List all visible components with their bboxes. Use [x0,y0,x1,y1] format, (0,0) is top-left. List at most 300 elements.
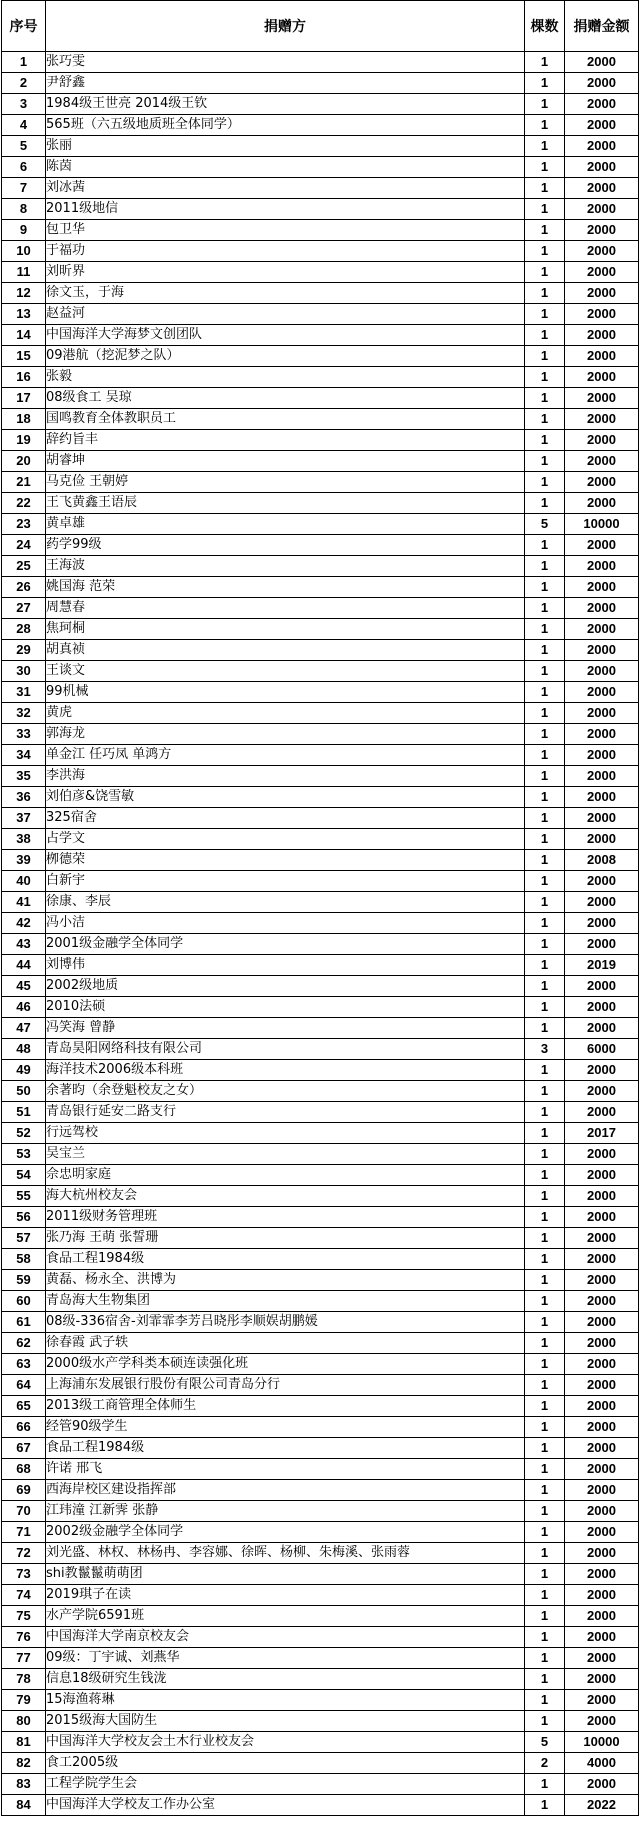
table-row [2,955,639,976]
donation-table [1,0,639,1816]
donation-amount: 2000 [565,934,639,955]
donation-amount: 2000 [565,451,639,472]
donation-amount: 2000 [565,724,639,745]
tree-count: 1 [525,1690,565,1711]
table-row [2,1774,639,1795]
donation-amount: 2000 [565,241,639,262]
table-row [2,304,639,325]
donation-amount: 2000 [565,157,639,178]
row-index: 74 [2,1585,46,1606]
tree-count: 1 [525,1774,565,1795]
tree-count: 1 [525,1018,565,1039]
donor-name: 陈茵 [46,157,525,178]
row-index: 79 [2,1690,46,1711]
table-row [2,388,639,409]
row-index: 73 [2,1564,46,1585]
row-index: 83 [2,1774,46,1795]
donor-name: 国鸣教育全体教职员工 [46,409,525,430]
tree-count: 1 [525,493,565,514]
donor-name: 冯笑海 曾静 [46,1018,525,1039]
header-amount: 捐赠金额 [565,1,639,52]
row-index: 47 [2,1018,46,1039]
table-row [2,325,639,346]
row-index: 63 [2,1354,46,1375]
donor-name: 09级：丁宇诚、刘燕华 [46,1648,525,1669]
donation-amount: 2000 [565,199,639,220]
tree-count: 1 [525,430,565,451]
donor-name: 江玮潼 江新霁 张静 [46,1501,525,1522]
donor-name: 2002级地质 [46,976,525,997]
table-row [2,52,639,73]
donor-name: 中国海洋大学校友工作办公室 [46,1795,525,1816]
table-row [2,829,639,850]
donation-amount: 2000 [565,1438,639,1459]
table-row [2,1501,639,1522]
row-index: 67 [2,1438,46,1459]
tree-count: 1 [525,787,565,808]
donation-amount: 2000 [565,913,639,934]
row-index: 78 [2,1669,46,1690]
tree-count: 1 [525,703,565,724]
table-row [2,73,639,94]
donation-amount: 2000 [565,1060,639,1081]
row-index: 22 [2,493,46,514]
table-row [2,1291,639,1312]
donor-name: 焦珂桐 [46,619,525,640]
row-index: 23 [2,514,46,535]
donation-amount: 2000 [565,1144,639,1165]
row-index: 45 [2,976,46,997]
row-index: 9 [2,220,46,241]
row-index: 80 [2,1711,46,1732]
tree-count: 1 [525,1186,565,1207]
donor-name: 于福功 [46,241,525,262]
table-row [2,1732,639,1753]
donor-name: 李洪海 [46,766,525,787]
tree-count: 1 [525,1081,565,1102]
table-row [2,1627,639,1648]
donor-name: 中国海洋大学海梦文创团队 [46,325,525,346]
donation-amount: 2008 [565,850,639,871]
donor-name: 张巧雯 [46,52,525,73]
tree-count: 1 [525,1711,565,1732]
table-row [2,556,639,577]
tree-count: 1 [525,1354,565,1375]
row-index: 12 [2,283,46,304]
table-row [2,346,639,367]
row-index: 71 [2,1522,46,1543]
tree-count: 1 [525,997,565,1018]
tree-count: 1 [525,1291,565,1312]
donor-name: 09港航（挖泥梦之队） [46,346,525,367]
row-index: 16 [2,367,46,388]
donation-amount: 10000 [565,514,639,535]
donor-name: 工程学院学生会 [46,1774,525,1795]
row-index: 39 [2,850,46,871]
donor-name: 周慧春 [46,598,525,619]
table-row [2,871,639,892]
tree-count: 1 [525,472,565,493]
donor-name: 黄磊、杨永全、洪博为 [46,1270,525,1291]
donor-name: 99机械 [46,682,525,703]
tree-count: 5 [525,514,565,535]
donation-amount: 2000 [565,472,639,493]
table-row [2,1144,639,1165]
tree-count: 1 [525,241,565,262]
donation-amount: 2000 [565,829,639,850]
donor-name: 经管90级学生 [46,1417,525,1438]
row-index: 3 [2,94,46,115]
tree-count: 1 [525,682,565,703]
row-index: 24 [2,535,46,556]
donation-amount: 2000 [565,1417,639,1438]
row-index: 43 [2,934,46,955]
donation-amount: 2000 [565,1228,639,1249]
table-row [2,682,639,703]
tree-count: 1 [525,451,565,472]
donor-name: 2011级地信 [46,199,525,220]
donation-amount: 2000 [565,94,639,115]
row-index: 66 [2,1417,46,1438]
donation-amount: 2000 [565,1102,639,1123]
donor-name: 1984级王世亮 2014级王钦 [46,94,525,115]
donation-amount: 2000 [565,1207,639,1228]
table-row [2,1753,639,1774]
donation-amount: 2000 [565,115,639,136]
donor-name: 2000级水产学科类本硕连读强化班 [46,1354,525,1375]
donation-amount: 2000 [565,577,639,598]
donation-amount: 2000 [565,1270,639,1291]
table-row [2,745,639,766]
row-index: 34 [2,745,46,766]
table-row [2,1165,639,1186]
table-row [2,808,639,829]
table-row [2,1480,639,1501]
donation-amount: 2000 [565,661,639,682]
donation-amount: 2000 [565,976,639,997]
tree-count: 2 [525,1753,565,1774]
row-index: 55 [2,1186,46,1207]
donor-name: 占学文 [46,829,525,850]
row-index: 8 [2,199,46,220]
donation-amount: 2000 [565,682,639,703]
row-index: 70 [2,1501,46,1522]
row-index: 59 [2,1270,46,1291]
donation-amount: 2000 [565,556,639,577]
donation-amount: 2000 [565,1018,639,1039]
table-row [2,241,639,262]
donor-name: 刘博伟 [46,955,525,976]
table-row [2,199,639,220]
donation-amount: 2000 [565,1648,639,1669]
table-row [2,1018,639,1039]
table-row [2,1039,639,1060]
table-row [2,1585,639,1606]
tree-count: 1 [525,388,565,409]
table-row [2,472,639,493]
tree-count: 1 [525,829,565,850]
donation-amount: 2000 [565,787,639,808]
tree-count: 1 [525,115,565,136]
donation-amount: 2000 [565,493,639,514]
row-index: 20 [2,451,46,472]
donation-amount: 6000 [565,1039,639,1060]
table-row [2,850,639,871]
tree-count: 1 [525,157,565,178]
donation-amount: 2000 [565,1690,639,1711]
row-index: 28 [2,619,46,640]
tree-count: 1 [525,367,565,388]
table-row [2,598,639,619]
tree-count: 1 [525,409,565,430]
tree-count: 1 [525,1543,565,1564]
donation-amount: 2000 [565,598,639,619]
donor-name: 2015级海大国防生 [46,1711,525,1732]
donation-amount: 2000 [565,892,639,913]
row-index: 13 [2,304,46,325]
tree-count: 1 [525,577,565,598]
donation-amount: 2022 [565,1795,639,1816]
donation-amount: 2017 [565,1123,639,1144]
row-index: 30 [2,661,46,682]
row-index: 17 [2,388,46,409]
tree-count: 1 [525,1207,565,1228]
donor-name: 胡真祯 [46,640,525,661]
tree-count: 1 [525,871,565,892]
donor-name: 郭海龙 [46,724,525,745]
tree-count: 1 [525,892,565,913]
donor-name: 王谈文 [46,661,525,682]
tree-count: 3 [525,1039,565,1060]
tree-count: 1 [525,850,565,871]
donor-name: 2001级金融学全体同学 [46,934,525,955]
tree-count: 1 [525,955,565,976]
donor-name: 佘忠明家庭 [46,1165,525,1186]
tree-count: 1 [525,913,565,934]
table-row [2,913,639,934]
tree-count: 1 [525,1144,565,1165]
donation-amount: 2000 [565,136,639,157]
tree-count: 1 [525,1333,565,1354]
donor-name: 栁德荣 [46,850,525,871]
row-index: 15 [2,346,46,367]
row-index: 2 [2,73,46,94]
row-index: 33 [2,724,46,745]
table-row [2,409,639,430]
donor-name: 包卫华 [46,220,525,241]
tree-count: 1 [525,1312,565,1333]
row-index: 42 [2,913,46,934]
donor-name: 王海波 [46,556,525,577]
row-index: 77 [2,1648,46,1669]
table-row [2,1795,639,1816]
donation-amount: 2000 [565,535,639,556]
tree-count: 1 [525,178,565,199]
tree-count: 1 [525,1627,565,1648]
donor-name: 白新宇 [46,871,525,892]
donor-name: shi教鬣鬣萌萌团 [46,1564,525,1585]
table-row [2,1417,639,1438]
tree-count: 1 [525,52,565,73]
table-row [2,1375,639,1396]
row-index: 75 [2,1606,46,1627]
donor-name: 辞约旨丰 [46,430,525,451]
table-row [2,430,639,451]
row-index: 40 [2,871,46,892]
row-index: 44 [2,955,46,976]
donation-amount: 2000 [565,52,639,73]
tree-count: 1 [525,1669,565,1690]
row-index: 25 [2,556,46,577]
table-row [2,892,639,913]
tree-count: 1 [525,1501,565,1522]
row-index: 46 [2,997,46,1018]
donor-name: 水产学院6591班 [46,1606,525,1627]
tree-count: 1 [525,1165,565,1186]
table-row [2,1648,639,1669]
tree-count: 1 [525,1564,565,1585]
table-row [2,514,639,535]
donation-amount: 2000 [565,1459,639,1480]
donor-name: 08级食工 吴琼 [46,388,525,409]
table-row [2,724,639,745]
row-index: 6 [2,157,46,178]
table-row [2,1060,639,1081]
donor-name: 徐春霞 武子轶 [46,1333,525,1354]
tree-count: 1 [525,1522,565,1543]
tree-count: 1 [525,976,565,997]
tree-count: 1 [525,661,565,682]
tree-count: 1 [525,1102,565,1123]
donation-amount: 2000 [565,871,639,892]
row-index: 51 [2,1102,46,1123]
donor-name: 2019琪子在读 [46,1585,525,1606]
donation-amount: 2000 [565,1564,639,1585]
donation-amount: 2000 [565,283,639,304]
table-row [2,766,639,787]
donation-amount: 2000 [565,1249,639,1270]
table-row [2,1312,639,1333]
table-row [2,136,639,157]
donor-name: 行远驾校 [46,1123,525,1144]
tree-count: 1 [525,556,565,577]
row-index: 29 [2,640,46,661]
tree-count: 1 [525,262,565,283]
table-row [2,1186,639,1207]
donor-name: 刘冰茜 [46,178,525,199]
donor-name: 中国海洋大学南京校友会 [46,1627,525,1648]
row-index: 72 [2,1543,46,1564]
table-row [2,976,639,997]
donation-amount: 2000 [565,640,639,661]
tree-count: 1 [525,1480,565,1501]
donor-name: 中国海洋大学校友会土木行业校友会 [46,1732,525,1753]
tree-count: 5 [525,1732,565,1753]
row-index: 18 [2,409,46,430]
tree-count: 1 [525,346,565,367]
tree-count: 1 [525,724,565,745]
row-index: 35 [2,766,46,787]
table-row [2,619,639,640]
row-index: 56 [2,1207,46,1228]
donor-name: 西海岸校区建设指挥部 [46,1480,525,1501]
donation-amount: 4000 [565,1753,639,1774]
row-index: 81 [2,1732,46,1753]
tree-count: 1 [525,1375,565,1396]
row-index: 60 [2,1291,46,1312]
tree-count: 1 [525,1417,565,1438]
donation-amount: 2000 [565,1711,639,1732]
donation-amount: 2000 [565,1312,639,1333]
tree-count: 1 [525,1228,565,1249]
donation-amount: 2000 [565,997,639,1018]
donor-name: 单金江 任巧凤 单鸿方 [46,745,525,766]
table-row [2,1123,639,1144]
table-row [2,367,639,388]
row-index: 57 [2,1228,46,1249]
donation-amount: 2000 [565,388,639,409]
row-index: 64 [2,1375,46,1396]
donation-amount: 2000 [565,766,639,787]
table-row [2,1564,639,1585]
table-row [2,1081,639,1102]
row-index: 50 [2,1081,46,1102]
donation-amount: 2000 [565,1081,639,1102]
donor-name: 黄卓雄 [46,514,525,535]
row-index: 41 [2,892,46,913]
table-row [2,1396,639,1417]
donation-amount: 2000 [565,1396,639,1417]
tree-count: 1 [525,1123,565,1144]
donor-name: 2002级金融学全体同学 [46,1522,525,1543]
donation-amount: 2000 [565,178,639,199]
donor-name: 食品工程1984级 [46,1438,525,1459]
table-row [2,115,639,136]
row-index: 69 [2,1480,46,1501]
donation-amount: 2000 [565,1501,639,1522]
donation-amount: 2000 [565,1522,639,1543]
table-row [2,1522,639,1543]
donor-name: 马克俭 王朝婷 [46,472,525,493]
tree-count: 1 [525,94,565,115]
table-row [2,1690,639,1711]
table-row [2,934,639,955]
row-index: 61 [2,1312,46,1333]
donor-name: 2011级财务管理班 [46,1207,525,1228]
row-index: 14 [2,325,46,346]
table-row [2,640,639,661]
tree-count: 1 [525,1795,565,1816]
table-row [2,1102,639,1123]
donor-name: 张丽 [46,136,525,157]
table-row [2,997,639,1018]
donor-name: 565班（六五级地质班全体同学） [46,115,525,136]
donor-name: 姚国海 范荣 [46,577,525,598]
table-row [2,157,639,178]
row-index: 19 [2,430,46,451]
table-row [2,1354,639,1375]
donation-amount: 10000 [565,1732,639,1753]
donation-amount: 2000 [565,745,639,766]
table-row [2,787,639,808]
donor-name: 青岛昊阳网络科技有限公司 [46,1039,525,1060]
donor-name: 食工2005级 [46,1753,525,1774]
row-index: 68 [2,1459,46,1480]
row-index: 4 [2,115,46,136]
row-index: 7 [2,178,46,199]
row-index: 82 [2,1753,46,1774]
header-index: 序号 [2,1,46,52]
